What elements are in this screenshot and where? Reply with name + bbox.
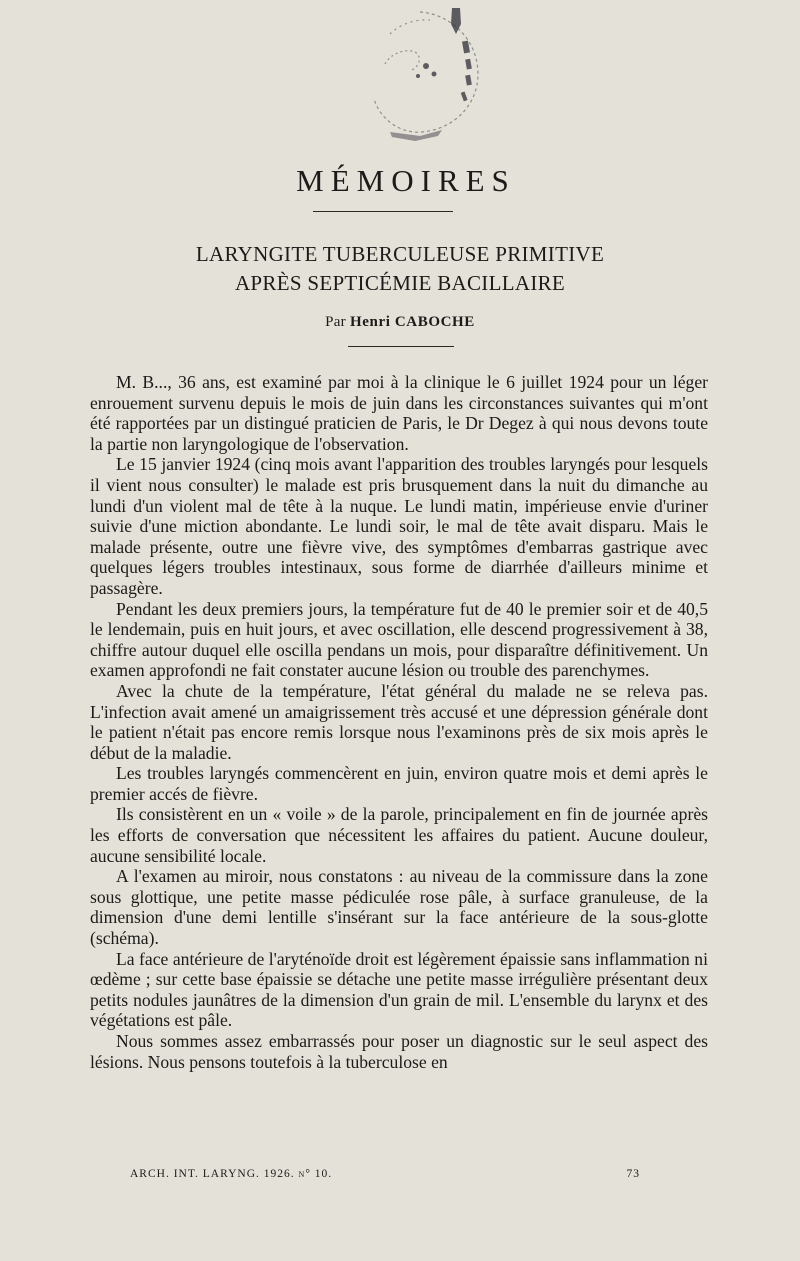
- author-name: Henri CABOCHE: [350, 314, 475, 330]
- journal-reference: ARCH. INT. LARYNG. 1926. n° 10.: [130, 1168, 333, 1180]
- paragraph: Les troubles laryngés commencèrent en juin, environ quatre mois et demi après le premier accés de fièvre.: [90, 763, 708, 804]
- byline-prefix: Par: [325, 314, 346, 330]
- paragraph: A l'examen au miroir, nous constatons : au niveau de la commissure dans la zone sous glottique, une petite masse pédiculée rose pâle, à surface granuleuse, de la dimension d'une demi lentille s'insérant sur la face antérieure de la sous-glotte (schéma).: [90, 866, 708, 949]
- section-title: MÉMOIRES: [296, 163, 516, 198]
- paragraph: La face antérieure de l'aryténoïde droit est légèrement épaissie sans inflammation ni œdème ; sur cette base épaissie se détache une petite masse irrégulière présentant deux petits nodules jaunâtres de la dimension d'un grain de mil. L'ensemble du larynx et des végétations est pâle.: [90, 948, 708, 1031]
- paragraph: Avec la chute de la température, l'état général du malade ne se releva pas. L'infection avait amené un amaigrissement très accusé et une dépression générale dont le patient n'était pas encore remis lorsque nous l'examinons près de six mois après le début de la maladie.: [90, 680, 708, 763]
- title-divider: [313, 211, 453, 212]
- article-title: [0, 240, 800, 298]
- page-number: 73: [626, 1168, 640, 1180]
- paragraph: Nous sommes assez embarrassés pour poser un diagnostic sur le seul aspect des lésions. Nous pensons toutefois à la tuberculose en: [90, 1031, 708, 1072]
- paragraph: Ils consistèrent en un « voile » de la parole, principalement en fin de journée après les efforts de conversation que nécessitent les affaires du patient. Aucune douleur, aucune sensibilité locale.: [90, 804, 708, 866]
- article-title-line-2: APRÈS SEPTICÉMIE BACILLAIRE: [234, 271, 566, 295]
- byline: [0, 314, 800, 331]
- paragraph: Le 15 janvier 1924 (cinq mois avant l'apparition des troubles laryngés pour lesquels il vient nous consulter) le malade est pris brusquement dans la nuit du dimanche au lundi d'un violent mal de tête à la nuque. Le lundi matin, impérieuse envie d'uriner suivie d'une miction abondante. Le lundi soir, le mal de tête avait disparu. Mais le malade présente, outre une fièvre vive, des symptômes d'embarras gastrique avec quelques légers troubles intestinaux, sous forme de diarrhée d'ailleurs minime et passagère.: [90, 454, 708, 598]
- article-title-line-1: LARYNGITE TUBERCULEUSE PRIMITIVE: [195, 242, 605, 266]
- byline-divider: [348, 346, 454, 347]
- page-footer: [130, 1168, 640, 1180]
- paragraph: M. B..., 36 ans, est examiné par moi à la clinique le 6 juillet 1924 pour un léger enrouement survenu depuis le mois de juin dans les circonstances suivantes qui m'ont été rapportées par un distingué praticien de Paris, le Dr Degez à qui nous devons toute la partie non laryngologique de l'observation.: [90, 372, 708, 454]
- article-body: [90, 372, 708, 1072]
- paragraph: Pendant les deux premiers jours, la température fut de 40 le premier soir et de 40,5 le lendemain, puis en huit jours, et avec oscillation, elle descend progressivement à 38, chiffre autour duquel elle oscilla pendans un mois, pour disparaître définitivement. Un examen approfondi ne fait constater aucune lésion ou trouble des parenchymes.: [90, 598, 708, 681]
- library-stamp: [360, 4, 490, 149]
